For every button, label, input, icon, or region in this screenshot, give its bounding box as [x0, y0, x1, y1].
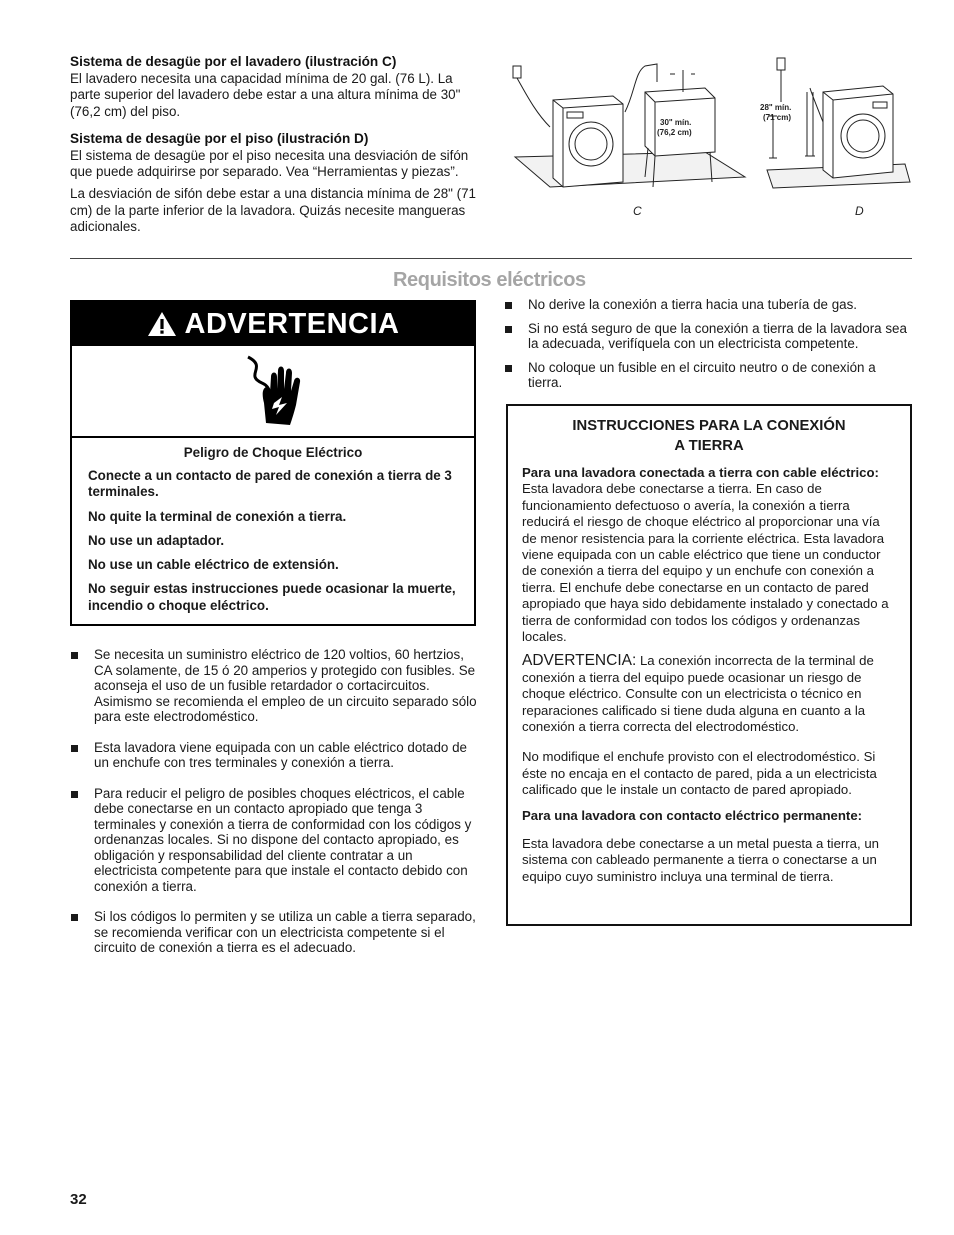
warning-title: Peligro de Choque Eléctrico: [183, 445, 363, 460]
c-height-line1: 30" mín.: [660, 118, 692, 127]
advertencia-paragraph: [522, 653, 896, 735]
warning-line: Conecte a un contacto de pared de conexión a tierra de 3 terminales.: [88, 468, 452, 500]
left-bullet-list: [70, 647, 478, 971]
illustration-d-label: D: [855, 204, 864, 218]
advertencia-label: ADVERTENCIA:: [522, 652, 637, 670]
floor-drain-heading: Sistema de desagüe por el piso (ilustración D): [70, 130, 369, 146]
warning-line: No use un cable eléctrico de extensión.: [88, 557, 339, 573]
instructions-title-line1: INSTRUCCIONES PARA LA CONEXIÓN: [572, 418, 846, 434]
list-item: Esta lavadora viene equipada con un cable eléctrico dotado de un enchufe con tres terminales y conexión a tierra.: [70, 740, 478, 771]
instructions-title: [522, 416, 896, 456]
list-item: Se necesita un suministro eléctrico de 120 voltios, 60 hertzios, CA solamente, de 15 ó 20 amperios y protegido con fusibles. Se aconseja el uso de un fusible retardador o cortacircuitos. Asimismo se recomienda el empleo de un circuito separado sólo para este electrodoméstico.: [70, 647, 478, 725]
list-item: Si los códigos lo permiten y se utiliza un cable a tierra separado, se recomienda verificar con un electricista competente si el circuito de conexión a tierra es el adecuado.: [70, 909, 478, 956]
instructions-title-line2: A TIERRA: [674, 438, 744, 454]
warning-box: [70, 300, 476, 626]
advertencia-text: La conexión incorrecta de la terminal de conexión a tierra del equipo puede ocasionar un riesgo de choque eléctrico. Consulte con un electricista o técnico en reparaciones calificado si tiene duda alguna en cuanto a la conexión a tierra correcta del electrodoméstico.: [522, 653, 874, 734]
laundry-tub-text: El lavadero necesita una capacidad mínima de 20 gal. (76 L). La parte superior del lavadero debe estar a una altura mínima de 30" (76,2 cm) del piso.: [70, 71, 461, 119]
illustration-c: [513, 64, 745, 187]
permanent-text: Esta lavadora debe conectarse a un metal puesta a tierra, un sistema con cableado permanente a tierra o conectarse a un equipo cuyo suministro incluya una terminal de tierra.: [522, 835, 880, 884]
list-item: Para reducir el peligro de posibles choques eléctricos, el cable debe conectarse en un contacto apropiado que tenga 3 terminales y conexión a tierra de conformidad con los códigos y ordenanzas locales. Si no dispone del contacto apropiado, es obligación y responsabilidad del cliente contratar a un electricista competente para que instale el contacto debido con conexión a tierra.: [70, 786, 478, 895]
warning-header-text: ADVERTENCIA: [184, 307, 400, 340]
electric-shock-hand-icon: [238, 353, 308, 429]
list-item: No derive la conexión a tierra hacia una tubería de gas.: [504, 297, 912, 313]
floor-drain-text-2: La desviación de sifón debe estar a una distancia mínima de 28" (71 cm) de la parte inferior de la lavadora. Quizás necesite mangueras adicionales.: [70, 186, 476, 235]
right-bullet-list: [504, 297, 912, 406]
warning-line: No use un adaptador.: [88, 532, 225, 548]
list-item: No coloque un fusible en el circuito neutro o de conexión a tierra.: [504, 360, 912, 391]
page-number: 32: [70, 1191, 87, 1208]
d-height-line1: 28" mín.: [760, 103, 792, 112]
d-height-line2: (71 cm): [763, 113, 792, 122]
modify-plug-text: No modifique el enchufe provisto con el electrodoméstico. Si éste no encaja en el contacto de pared, pida a un electricista calificado que le instale un contacto de pared apropiado.: [522, 749, 877, 798]
grounded-text: Esta lavadora debe conectarse a tierra. En caso de funcionamiento defectuoso o avería, la conexión a tierra reducirá el riesgo de choque eléctrico al proporcionar una vía de menor resistencia para la corriente eléctrica. Esta lavadora viene equipada con un cable eléctrico que tiene un conductor de conexión a tierra del equipo y un enchufe con conexión a tierra. El enchufe debe conectarse en un contacto de pared apropiado que haya sido debidamente instalado y conectado a tierra de conformidad con todos los códigos y ordenanzas locales.: [522, 481, 889, 644]
warning-line: No seguir estas instrucciones puede ocasionar la muerte, incendio o choque eléctrico.: [88, 581, 456, 613]
warning-header: [72, 302, 474, 346]
grounded-heading: Para una lavadora conectada a tierra con cable eléctrico:: [522, 465, 879, 480]
drain-section: [70, 54, 480, 235]
permanent-heading: Para una lavadora con contacto eléctrico permanente:: [522, 807, 863, 823]
illustration-c-label: C: [633, 204, 642, 218]
grounding-instructions-box: [506, 404, 912, 926]
list-item: Si no está seguro de que la conexión a tierra de la lavadora sea la adecuada, verifíquela con un electricista competente.: [504, 321, 912, 352]
laundry-tub-heading: Sistema de desagüe por el lavadero (ilustración C): [70, 54, 397, 69]
section-divider: [70, 258, 912, 259]
floor-drain-text-1: El sistema de desagüe por el piso necesita una desviación de sifón que puede adquirirse por separado. Vea “Herramientas y piezas”.: [70, 147, 469, 180]
warning-triangle-icon: [147, 311, 177, 337]
c-height-line2: (76,2 cm): [657, 128, 692, 137]
drain-illustrations: [505, 52, 915, 222]
illustration-d: [767, 58, 910, 188]
warning-line: No quite la terminal de conexión a tierra.: [88, 508, 347, 524]
section-title: Requisitos eléctricos: [393, 269, 586, 291]
